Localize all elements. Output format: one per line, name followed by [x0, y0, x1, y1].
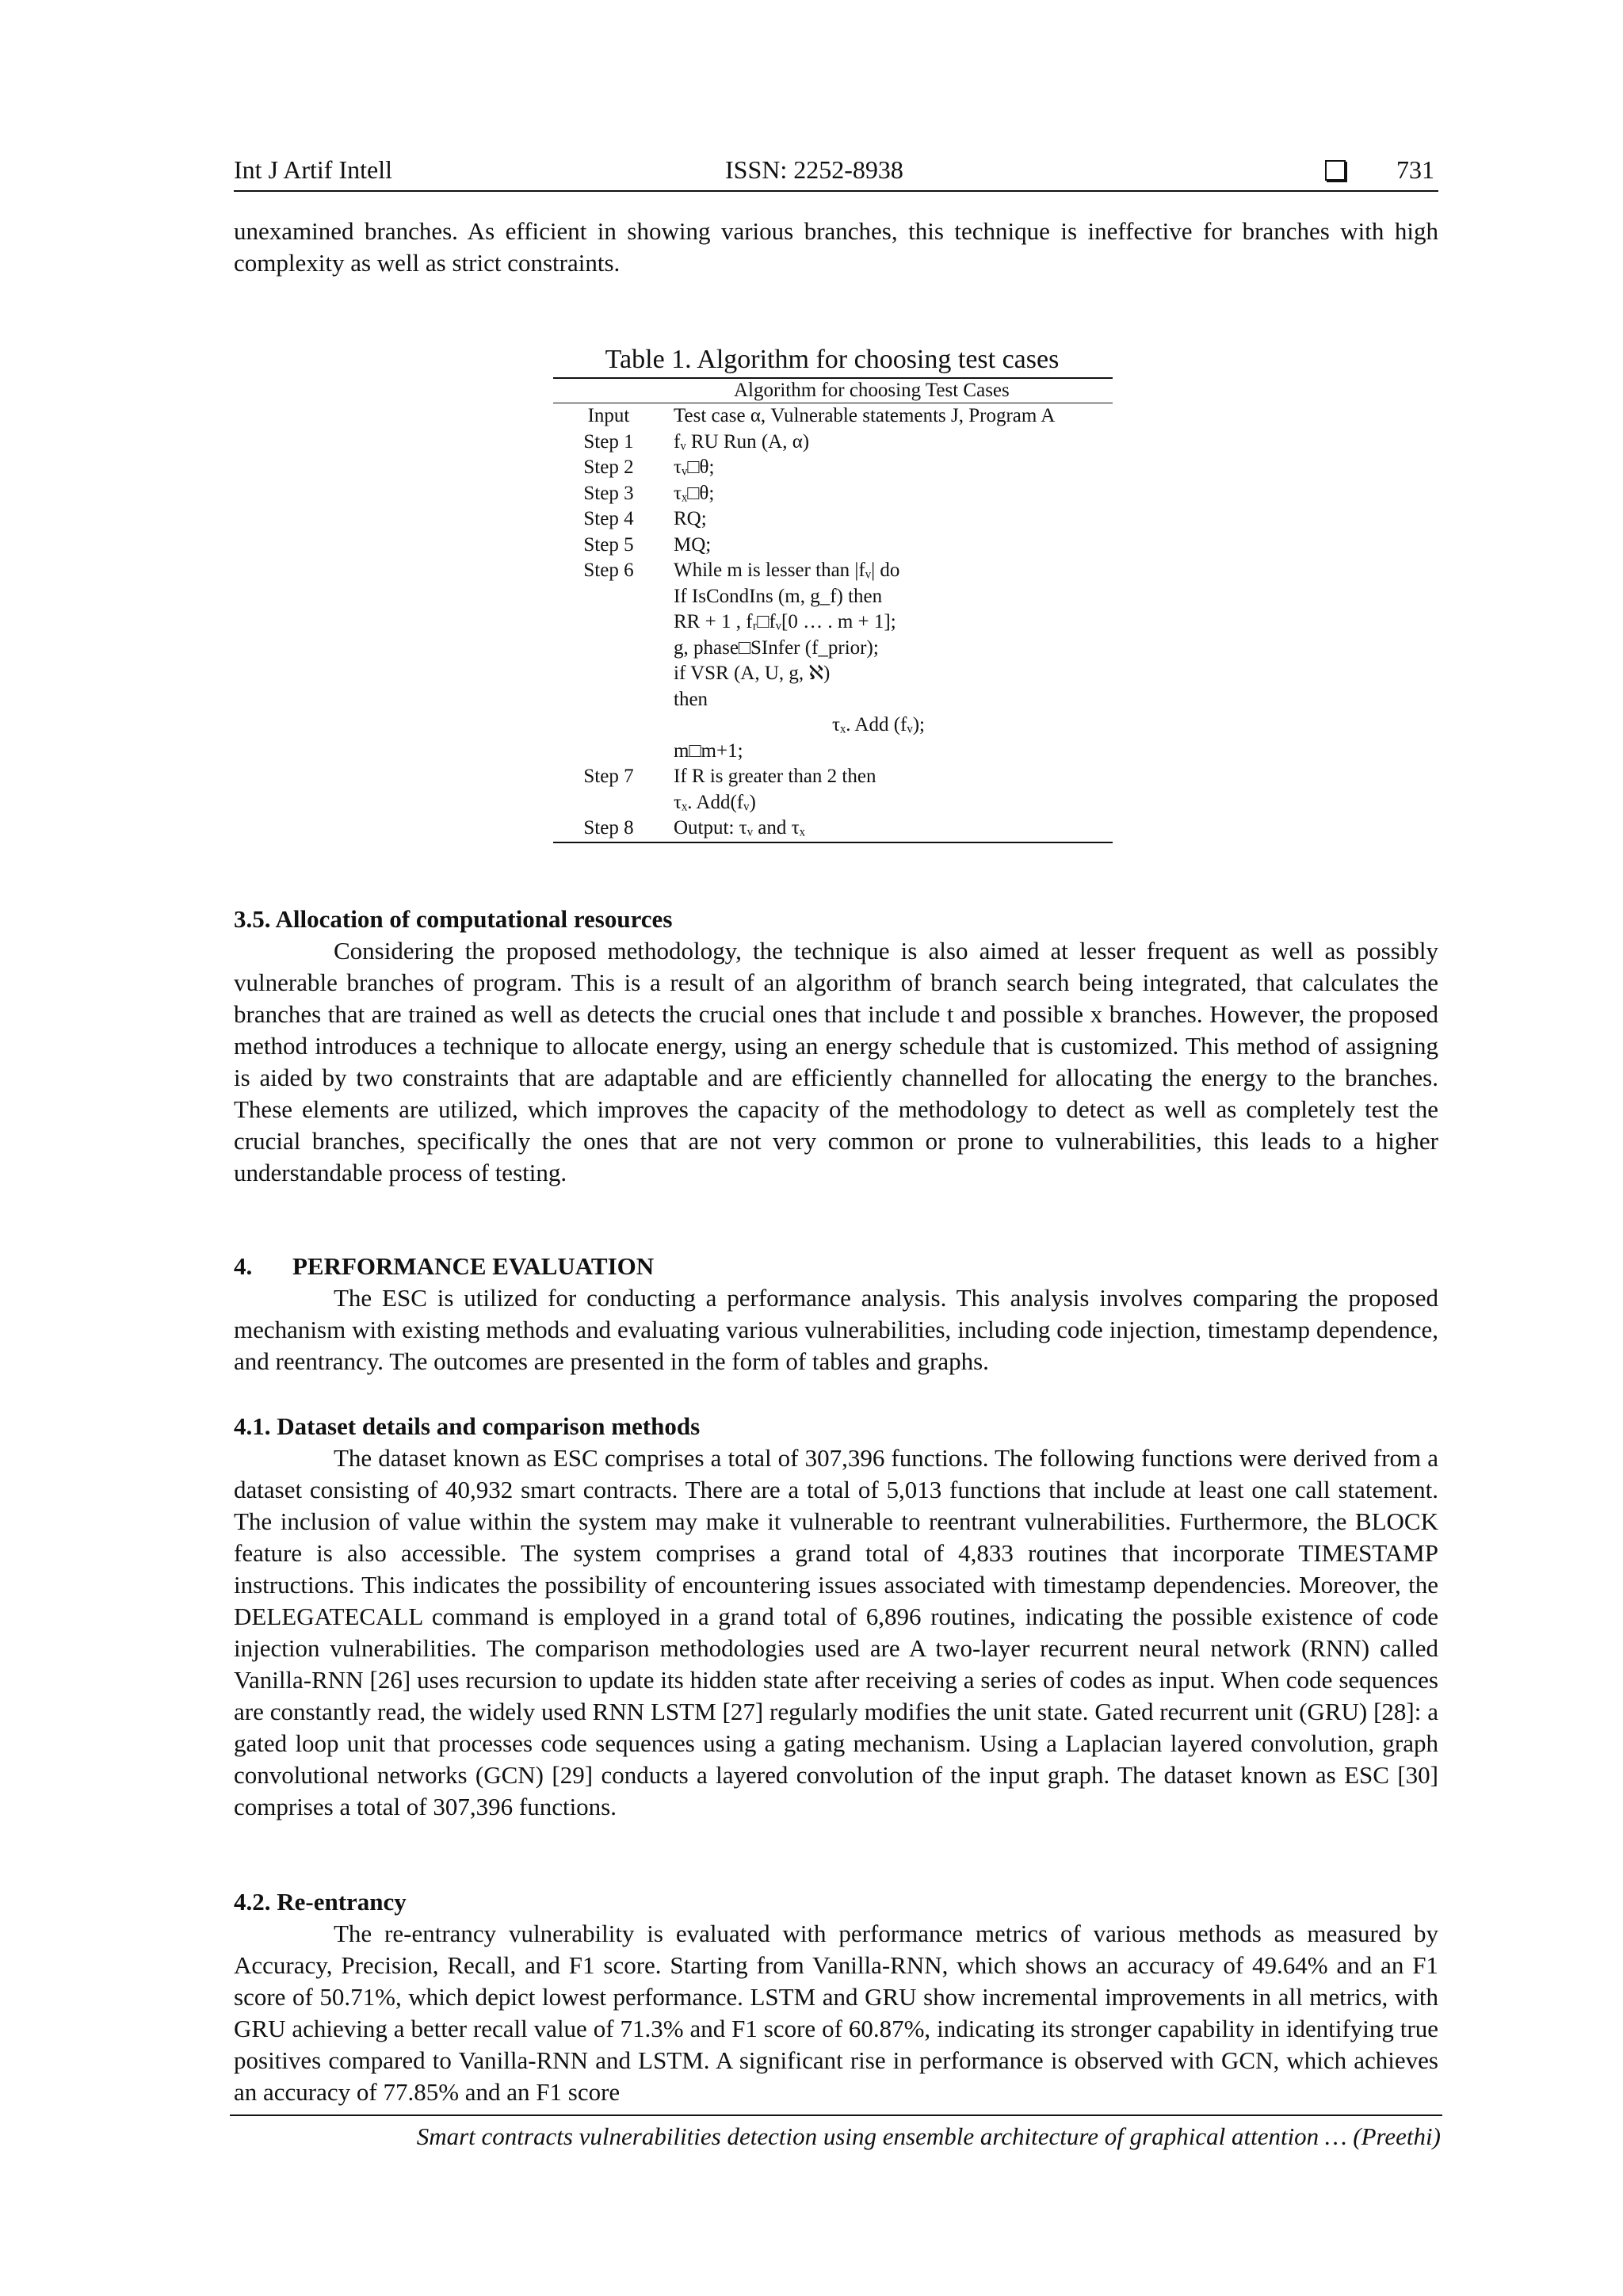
issn-number: ISSN: 2252-8938: [725, 155, 903, 184]
table-row: [553, 609, 1113, 636]
table-row: [553, 584, 1113, 610]
step-label: Step 1: [583, 430, 634, 453]
table-body: [553, 403, 1113, 842]
section-4-text: The ESC is utilized for conducting a performance analysis. This analysis involves comparing the proposed mechanism with existing methods and evaluating various vulnerabilities, including code injection, timestamp dependence, and reentrancy. The outcomes are presented in the form of tables and graphs.: [234, 1284, 1438, 1375]
step-label: Input: [587, 405, 630, 426]
running-footer: Smart contracts vulnerabilities detection using ensemble architecture of graphical attention … (Preethi): [416, 2122, 1441, 2150]
step-text: If IsCondIns (m, g_f) then: [674, 585, 883, 607]
section-4-number: 4.: [234, 1252, 253, 1280]
step-text: Test case α, Vulnerable statements J, Program A: [674, 405, 1056, 426]
table-row: [553, 636, 1113, 662]
table-row: [553, 533, 1113, 559]
step-text: While m is lesser than |fᵥ| do: [674, 560, 900, 581]
step-text: if VSR (A, U, g, ℵ): [674, 663, 831, 684]
table-row: [553, 790, 1113, 816]
table-row: [553, 739, 1113, 765]
table-row: [553, 816, 1113, 842]
step-text: MQ;: [674, 533, 712, 556]
step-text: τₓ□θ;: [674, 482, 715, 504]
step-label: Step 5: [583, 533, 634, 556]
table-row: [553, 764, 1113, 790]
step-label: Step 4: [583, 508, 634, 529]
table-row: [553, 712, 1113, 739]
table-row: [553, 558, 1113, 584]
table-bottom-rule: [553, 842, 1113, 843]
step-text: Output: τᵥ and τₓ: [674, 817, 805, 839]
section-4-1-text: The dataset known as ESC comprises a total of 307,396 functions. The following functions were derived from a dataset consisting of 40,932 smart contracts. There are a total of 5,013 functions that include at least one call statement. The inclusion of value within the system may make it vulnerable to reentrant vulnerabilities. Furthermore, the BLOCK feature is also accessible. The system comprises a grand total of 4,833 routines that incorporate TIMESTAMP instructions. This indicates the possibility of encountering issues associated with timestamp dependencies. Moreover, the DELEGATECALL command is employed in a grand total of 6,896 routines, indicating the possible existence of code injection vulnerabilities. The comparison methodologies used are A two-layer recurrent neural network (RNN) called Vanilla-RNN [26] uses recursion to update its hidden state after receiving a series of codes as input. When code sequences are constantly read, the widely used RNN LSTM [27] regularly modifies the unit state. Gated recurrent unit (GRU) [28]: a gated loop unit that processes code sequences using a gating mechanism. Using a Laplacian layered convolution, graph convolutional networks (GCN) [29] conducts a layered convolution of the input graph. The dataset known as ESC [30] comprises a total of 307,396 functions.: [234, 1444, 1438, 1820]
section-4-1-heading: 4.1. Dataset details and comparison methods: [234, 1412, 701, 1440]
step-text: g, phase□SInfer (f_prior);: [674, 636, 879, 659]
step-text: τₓ. Add(fᵥ): [674, 791, 756, 813]
step-label: Step 2: [583, 457, 634, 478]
running-header: [234, 155, 1438, 192]
algorithm-table: [553, 377, 1113, 843]
step-text: RR + 1 , fᵣ□fᵥ[0 … . m + 1];: [674, 611, 896, 632]
table-row: [553, 430, 1113, 456]
table-row: [553, 661, 1113, 687]
step-label: Step 3: [583, 482, 634, 504]
section-4-heading: [234, 1251, 654, 1282]
page-number: 731: [1396, 155, 1434, 184]
intro-paragraph: unexamined branches. As efficient in showing various branches, this technique is ineffective for branches with high complexity as well as strict constraints.: [234, 217, 1438, 277]
section-4-2-heading: 4.2. Re-entrancy: [234, 1888, 407, 1916]
step-text: fᵥ RU Run (A, α): [674, 430, 810, 453]
step-text: then: [674, 688, 708, 710]
section-3-5-heading: 3.5. Allocation of computational resources: [234, 905, 673, 933]
table-column-header: Algorithm for choosing Test Cases: [553, 379, 1113, 403]
section-4-2-body: [234, 1918, 1438, 2108]
step-text: τₓ. Add (fᵥ);: [832, 714, 925, 735]
table-row: [553, 687, 1113, 713]
section-4-1-body: [234, 1442, 1438, 1823]
journal-name: Int J Artif Intell: [234, 155, 392, 184]
table-row: [553, 403, 1113, 430]
footer-rule: [230, 2115, 1442, 2116]
section-3-5-body: [234, 935, 1438, 1189]
step-label: Step 7: [583, 766, 634, 787]
section-4-2-text: The re-entrancy vulnerability is evaluated with performance metrics of various methods as measured by Accuracy, Precision, Recall, and F1 score. Starting from Vanilla-RNN, which shows an accuracy of 49.64% and an F1 score of 50.71%, which depict lowest performance. LSTM and GRU show incremental improvements in all metrics, with GRU achieving a better recall value of 71.3% and F1 score of 60.87%, indicating its stronger capability in identifying true positives compared to Vanilla-RNN and LSTM. A significant rise in performance is observed with GCN, which achieves an accuracy of 77.85% and an F1 score: [234, 1920, 1438, 2106]
table-row: [553, 481, 1113, 507]
table-row: [553, 455, 1113, 481]
section-4-title: PERFORMANCE EVALUATION: [292, 1252, 655, 1280]
section-3-5-text: Considering the proposed methodology, the technique is also aimed at lesser frequent as well as possibly vulnerable branches of program. This is a result of an algorithm of branch search being integrated, that calculates the branches that are trained as well as detects the crucial ones that include t and possible x branches. However, the proposed method introduces a technique to allocate energy, using an energy schedule that is customized. This method of assigning is aided by two constraints that are adaptable and are efficiently channelled for allocating the energy to the branches. These elements are utilized, which improves the capacity of the methodology to detect as well as completely test the crucial branches, specifically the ones that are not very common or prone to vulnerabilities, this leads to a higher understandable process of testing.: [234, 937, 1438, 1186]
step-label: Step 6: [583, 560, 634, 581]
step-label: Step 8: [583, 817, 634, 839]
square-box-icon: [1325, 160, 1346, 181]
step-text: If R is greater than 2 then: [674, 766, 876, 787]
section-4-body: [234, 1282, 1438, 1377]
step-text: m□m+1;: [674, 739, 743, 762]
table-row: [553, 506, 1113, 533]
step-text: RQ;: [674, 508, 707, 529]
step-text: τᵥ□θ;: [674, 457, 715, 478]
table-caption: Table 1. Algorithm for choosing test cases: [605, 345, 1060, 374]
